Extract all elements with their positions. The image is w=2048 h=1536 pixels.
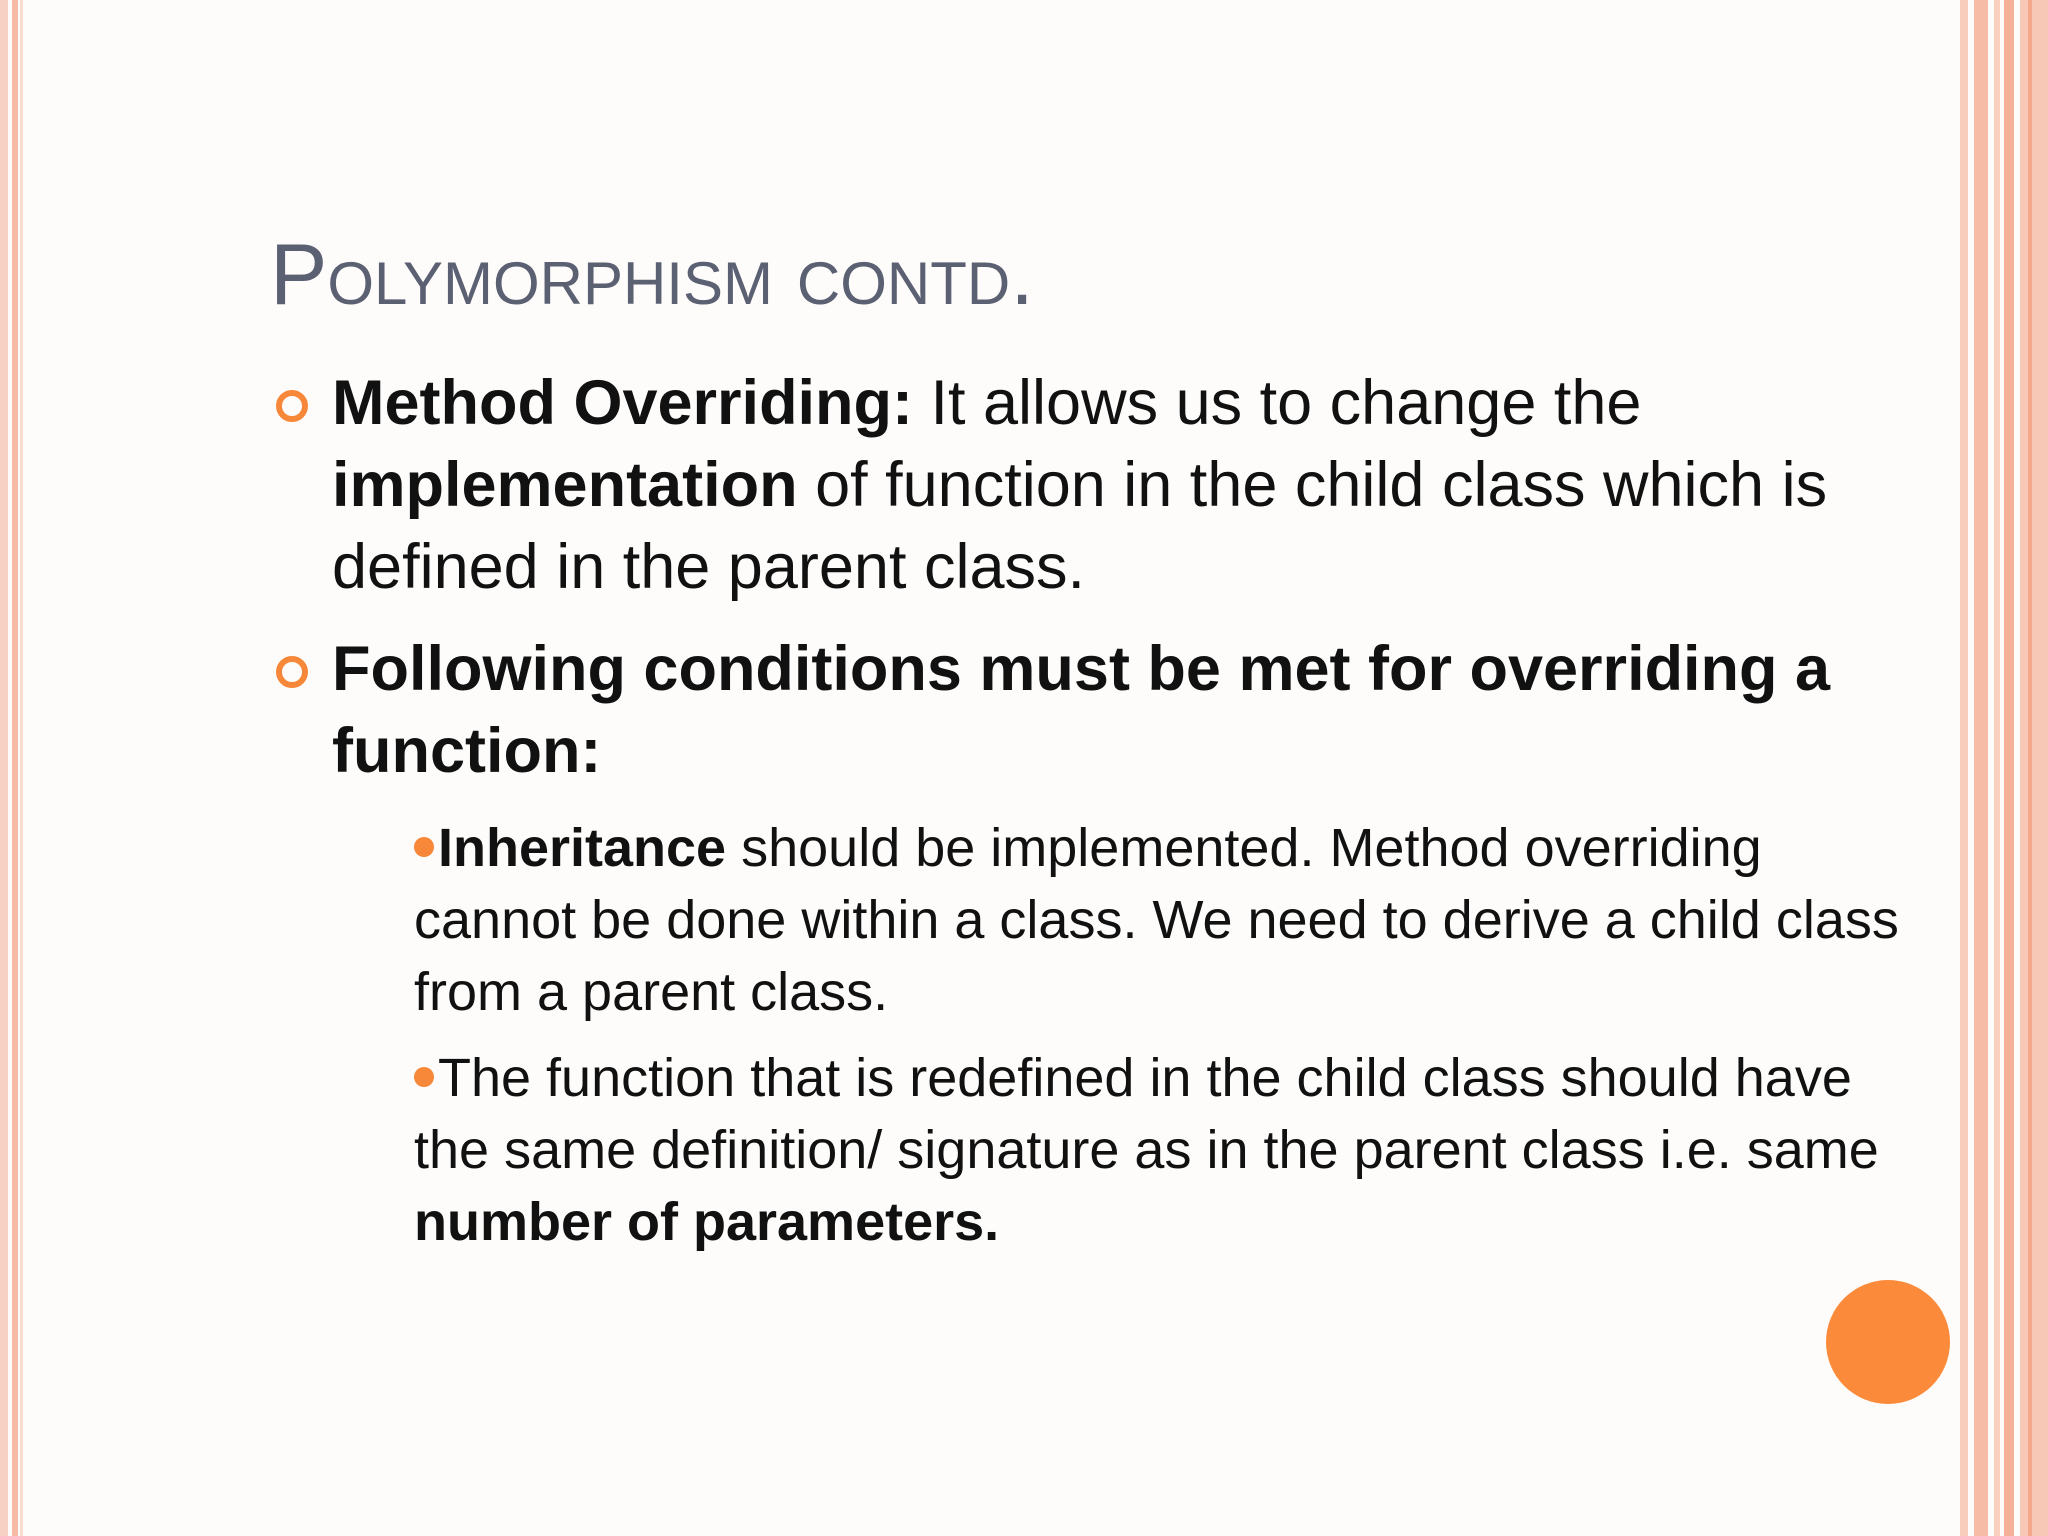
bullet-bold-lead: Method Overriding: [332, 368, 913, 438]
right-stripe [2028, 0, 2032, 1536]
bullet-bold-mid: implementation [332, 450, 798, 520]
sub-bullet-bold-lead: Inheritance [438, 818, 727, 878]
sub-bullet-bold-tail: number of parameters. [414, 1192, 1000, 1252]
slide-content [270, 362, 1910, 1272]
dot-bullet-icon [414, 837, 434, 857]
right-stripe [1994, 0, 2000, 1536]
right-stripe [1974, 0, 1988, 1536]
right-stripe [1960, 0, 1968, 1536]
ring-bullet-icon [276, 390, 308, 422]
bullet-text: It allows us to change the [913, 368, 1642, 438]
bullet-method-overriding [270, 362, 1910, 608]
dot-bullet-icon [414, 1067, 434, 1087]
left-stripe [0, 0, 8, 1536]
right-stripe [2020, 0, 2048, 1536]
ring-bullet-icon [276, 656, 308, 688]
right-stripe [2004, 0, 2014, 1536]
bullet-conditions [270, 628, 1910, 792]
slide-title: Polymorphism contd. [270, 227, 1035, 323]
sub-bullet-inheritance [414, 812, 1910, 1028]
decorative-circle [1826, 1280, 1950, 1404]
left-stripe [20, 0, 23, 1536]
bullet-text: of function in the child class which is defined in the parent class. [332, 450, 1828, 602]
sub-bullet-signature [414, 1042, 1910, 1258]
sub-bullet-text: The function that is redefined in the child class should have the same definition/ signature as in the parent class i.e. same [414, 1048, 1879, 1180]
left-stripe [12, 0, 18, 1536]
bullet-bold-text: Following conditions must be met for overriding a function: [332, 634, 1831, 786]
sub-bullet-text: should be implemented. Method overriding cannot be done within a class. We need to derive a child class from a parent class. [414, 818, 1899, 1022]
